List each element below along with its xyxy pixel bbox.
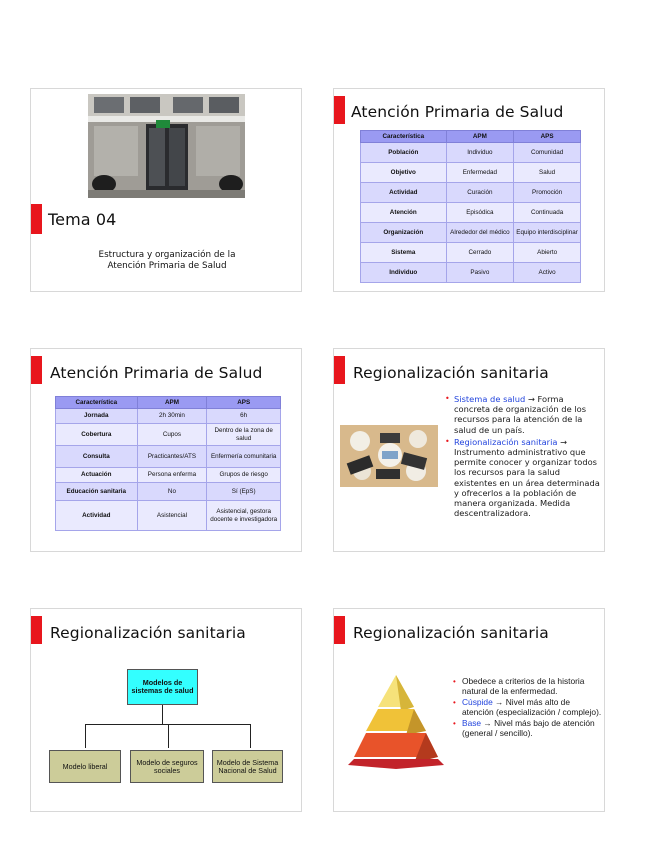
table-row xyxy=(361,223,581,243)
slide-title: Tema 04 xyxy=(48,210,117,229)
table-header: APS xyxy=(207,397,281,409)
table-cell: Jornada xyxy=(56,409,138,424)
table-cell: Consulta xyxy=(56,446,138,468)
table-header: APS xyxy=(514,131,581,143)
table-cell: Salud xyxy=(514,163,581,183)
model-box: Modelo de seguros sociales xyxy=(130,750,204,783)
title-accent-bar xyxy=(31,356,42,384)
table-row xyxy=(361,183,581,203)
title-accent-bar xyxy=(334,96,345,124)
table-cell: Pasivo xyxy=(446,263,514,283)
slide-title: Regionalización sanitaria xyxy=(353,364,549,382)
connector-line xyxy=(168,724,169,748)
table-cell: Sistema xyxy=(361,243,447,263)
list-item xyxy=(452,719,602,738)
slide-title: Regionalización sanitaria xyxy=(50,624,246,642)
slide-6 xyxy=(333,608,605,812)
table-cell: Actividad xyxy=(361,183,447,203)
table-cell: Individuo xyxy=(446,143,514,163)
table-row xyxy=(361,203,581,223)
hands-puzzle-image xyxy=(340,425,438,487)
table-cell: Asistencial, gestora docente e investigadora xyxy=(207,501,281,531)
models-top-box: Modelos de sistemas de salud xyxy=(127,669,198,705)
table-row xyxy=(56,483,281,501)
table-cell: Actuación xyxy=(56,468,138,483)
term: Regionalización sanitaria xyxy=(454,436,558,447)
table-cell: Dentro de la zona de salud xyxy=(207,424,281,446)
connector-line xyxy=(162,705,163,724)
model-box: Modelo liberal xyxy=(49,750,121,783)
slide-3 xyxy=(30,348,302,552)
connector-line xyxy=(85,724,86,748)
table-cell: Asistencial xyxy=(137,501,207,531)
bullet-list xyxy=(452,677,602,740)
table-row xyxy=(361,263,581,283)
term: Base xyxy=(462,718,482,729)
title-accent-bar xyxy=(334,616,345,644)
slide-5 xyxy=(30,608,302,812)
table-cell: Cobertura xyxy=(56,424,138,446)
list-item xyxy=(452,677,602,696)
definition: → Instrumento administrativo que permite conocer y organizar todos los recursos para la salud existentes en un área determinada y ofrecerlos a la población de manera organizada. Medida descentralizadora. xyxy=(454,436,600,519)
table-cell: Enfermedad xyxy=(446,163,514,183)
bullet-text: Obedece a criterios de la historia natural de la enfermedad. xyxy=(462,676,585,696)
list-item xyxy=(452,698,602,717)
bullet-list xyxy=(444,394,602,519)
title-accent-bar xyxy=(334,356,345,384)
connector-line xyxy=(250,724,251,748)
table-row xyxy=(56,424,281,446)
title-accent-bar xyxy=(31,616,42,644)
table-cell: Episódica xyxy=(446,203,514,223)
table-cell: Objetivo xyxy=(361,163,447,183)
table-cell: Grupos de riesgo xyxy=(207,468,281,483)
table-row xyxy=(56,501,281,531)
table-row xyxy=(56,468,281,483)
table-cell: Individuo xyxy=(361,263,447,283)
slide-2 xyxy=(333,88,605,292)
table-cell: Equipo interdisciplinar xyxy=(514,223,581,243)
model-box: Modelo de Sistema Nacional de Salud xyxy=(212,750,283,783)
comparison-table xyxy=(55,396,281,531)
list-item xyxy=(444,394,602,435)
slide-4 xyxy=(333,348,605,552)
table-cell: Promoción xyxy=(514,183,581,203)
table-cell: No xyxy=(137,483,207,501)
table-cell: Persona enferma xyxy=(137,468,207,483)
table-cell: Cerrado xyxy=(446,243,514,263)
table-cell: Abierto xyxy=(514,243,581,263)
title-accent-bar xyxy=(31,204,42,234)
table-cell: Actividad xyxy=(56,501,138,531)
bullet-icon: • xyxy=(445,436,450,446)
bullet-icon: • xyxy=(453,698,456,708)
table-row xyxy=(361,243,581,263)
term: Cúspide xyxy=(462,697,493,708)
table-cell: Enfermería comunitaria xyxy=(207,446,281,468)
building-entrance-photo xyxy=(88,94,245,198)
table-cell: Sí (EpS) xyxy=(207,483,281,501)
term: Sistema de salud xyxy=(454,394,526,404)
table-cell: Activo xyxy=(514,263,581,283)
table-cell: Curación xyxy=(446,183,514,203)
table-cell: Cupos xyxy=(137,424,207,446)
slide-title: Atención Primaria de Salud xyxy=(351,103,564,121)
definition: → Nivel más bajo de atención (general / sencillo). xyxy=(462,718,595,738)
table-row xyxy=(56,409,281,424)
table-cell: Atención xyxy=(361,203,447,223)
table-row xyxy=(361,143,581,163)
slide-title: Atención Primaria de Salud xyxy=(50,364,263,382)
table-row xyxy=(361,163,581,183)
table-cell: Alrededor del médico xyxy=(446,223,514,243)
table-cell: Población xyxy=(361,143,447,163)
bullet-icon: • xyxy=(445,394,450,403)
slide-subtitle xyxy=(31,250,302,272)
table-cell: Continuada xyxy=(514,203,581,223)
pyramid-icon xyxy=(346,673,446,769)
definition: → Nivel más alto de atención (especialización / complejo). xyxy=(462,697,602,717)
table-cell: Educación sanitaria xyxy=(56,483,138,501)
table-header: Característica xyxy=(361,131,447,143)
table-cell: Organización xyxy=(361,223,447,243)
comparison-table xyxy=(360,130,581,283)
subtitle-line-2: Atención Primaria de Salud xyxy=(107,261,227,271)
slide-title: Regionalización sanitaria xyxy=(353,624,549,642)
table-cell: Comunidad xyxy=(514,143,581,163)
table-header: APM xyxy=(137,397,207,409)
slide-1 xyxy=(30,88,302,292)
list-item xyxy=(444,437,602,519)
table-row xyxy=(56,446,281,468)
definition: → Forma concreta de organización de los recursos para la atención de la salud de un país. xyxy=(454,394,587,435)
bullet-icon: • xyxy=(453,719,456,729)
table-header: Característica xyxy=(56,397,138,409)
table-cell: 6h xyxy=(207,409,281,424)
subtitle-line-1: Estructura y organización de la xyxy=(98,250,236,260)
table-header: APM xyxy=(446,131,514,143)
bullet-icon: • xyxy=(453,677,456,686)
table-cell: Practicantes/ATS xyxy=(137,446,207,468)
table-cell: 2h 30min xyxy=(137,409,207,424)
